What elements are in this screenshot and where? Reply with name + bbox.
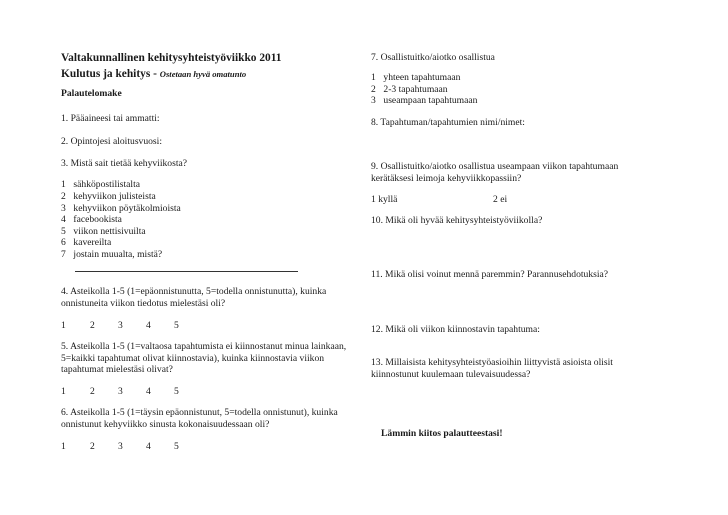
q6-scale-3[interactable]: 3 <box>118 441 123 452</box>
q4-scale-3[interactable]: 3 <box>118 320 123 331</box>
q6-scale-5[interactable]: 5 <box>174 441 179 452</box>
q3-option-1[interactable]: 1 sähköpostilistalta <box>61 179 141 190</box>
q5-scale-5[interactable]: 5 <box>174 386 179 397</box>
q4-scale-4[interactable]: 4 <box>146 320 151 331</box>
question-5-line-1: 5. Asteikolla 1-5 (1=valtaosa tapahtumista ei kiinnostanut minua lainkaan, <box>61 341 347 352</box>
question-7: 7. Osallistuitko/aiotko osallistua <box>371 52 495 63</box>
question-3: 3. Mistä sait tietää kehyviikosta? <box>61 158 188 169</box>
q5-scale-4[interactable]: 4 <box>146 386 151 397</box>
q9-option-yes[interactable]: 1 kyllä <box>371 194 398 205</box>
q7-option-2[interactable]: 2 2-3 tapahtumaan <box>371 84 448 95</box>
q3-option-4[interactable]: 4 facebookista <box>61 214 122 225</box>
question-13-line-2: kiinnostunut kuulemaan tulevaisuudessa? <box>371 369 531 380</box>
q3-option-6[interactable]: 6 kavereilta <box>61 237 112 248</box>
form-label: Palautelomake <box>61 88 122 99</box>
q7-option-1[interactable]: 1 yhteen tapahtumaan <box>371 72 461 83</box>
question-9-line-1: 9. Osallistuitko/aiotko osallistua useampaan viikon tapahtumaan <box>371 161 619 172</box>
q5-scale-2[interactable]: 2 <box>90 386 95 397</box>
question-4-line-1: 4. Asteikolla 1-5 (1=epäonnistunutta, 5=todella onnistunutta), kuinka <box>61 286 327 297</box>
question-5-line-2: 5=kaikki tapahtumat olivat kiinnostavia), kuinka kiinnostavia viikon <box>61 353 325 364</box>
q3-option-3[interactable]: 3 kehyviikon pöytäkolmioista <box>61 203 181 214</box>
question-5-line-3: tapahtumat mielestäsi olivat? <box>61 364 173 375</box>
q3-option-5[interactable]: 5 viikon nettisivuilta <box>61 226 146 237</box>
q6-scale-1[interactable]: 1 <box>61 441 66 452</box>
question-6-line-2: onnistunut kehyviikko sinusta kokonaisuudessaan oli? <box>61 419 270 430</box>
q5-scale-3[interactable]: 3 <box>118 386 123 397</box>
question-13-line-1: 13. Millaisista kehitysyhteistyöasioihin liittyvistä asioista olisit <box>371 357 613 368</box>
q7-option-3[interactable]: 3 useampaan tapahtumaan <box>371 95 478 106</box>
question-8: 8. Tapahtuman/tapahtumien nimi/nimet: <box>371 117 525 128</box>
question-10: 10. Mikä oli hyvää kehitysyhteistyöviikolla? <box>371 215 543 226</box>
question-11: 11. Mikä olisi voinut mennä paremmin? Parannusehdotuksia? <box>371 269 609 280</box>
q6-scale-4[interactable]: 4 <box>146 441 151 452</box>
page-subtitle <box>61 68 246 81</box>
question-2: 2. Opintojesi aloitusvuosi: <box>61 136 163 147</box>
subtitle-bold: Kulutus ja kehitys - <box>61 68 160 80</box>
q3-option-7[interactable]: 7 jostain muualta, mistä? <box>61 249 163 260</box>
q4-scale-5[interactable]: 5 <box>174 320 179 331</box>
q3-option-2[interactable]: 2 kehyviikon julisteista <box>61 191 156 202</box>
question-1: 1. Pääaineesi tai ammatti: <box>61 113 160 124</box>
page-title: Valtakunnallinen kehitysyhteistyöviikko 2011 <box>61 52 282 64</box>
q4-scale-2[interactable]: 2 <box>90 320 95 331</box>
question-9-line-2: kerätäksesi leimoja kehyviikkopassiin? <box>371 173 522 184</box>
q9-option-no[interactable]: 2 ei <box>493 194 508 205</box>
q6-scale-2[interactable]: 2 <box>90 441 95 452</box>
thanks-message: Lämmin kiitos palautteestasi! <box>381 428 503 439</box>
question-4-line-2: onnistuneita viikon tiedotus mielestäsi oli? <box>61 298 226 309</box>
question-12: 12. Mikä oli viikon kiinnostavin tapahtuma: <box>371 324 540 335</box>
q5-scale-1[interactable]: 1 <box>61 386 66 397</box>
q4-scale-1[interactable]: 1 <box>61 320 66 331</box>
question-6-line-1: 6. Asteikolla 1-5 (1=täysin epäonnistunut, 5=todella onnistunut), kuinka <box>61 407 338 418</box>
subtitle-italic: Ostetaan hyvä omatunto <box>159 69 247 79</box>
answer-line[interactable] <box>75 271 298 272</box>
